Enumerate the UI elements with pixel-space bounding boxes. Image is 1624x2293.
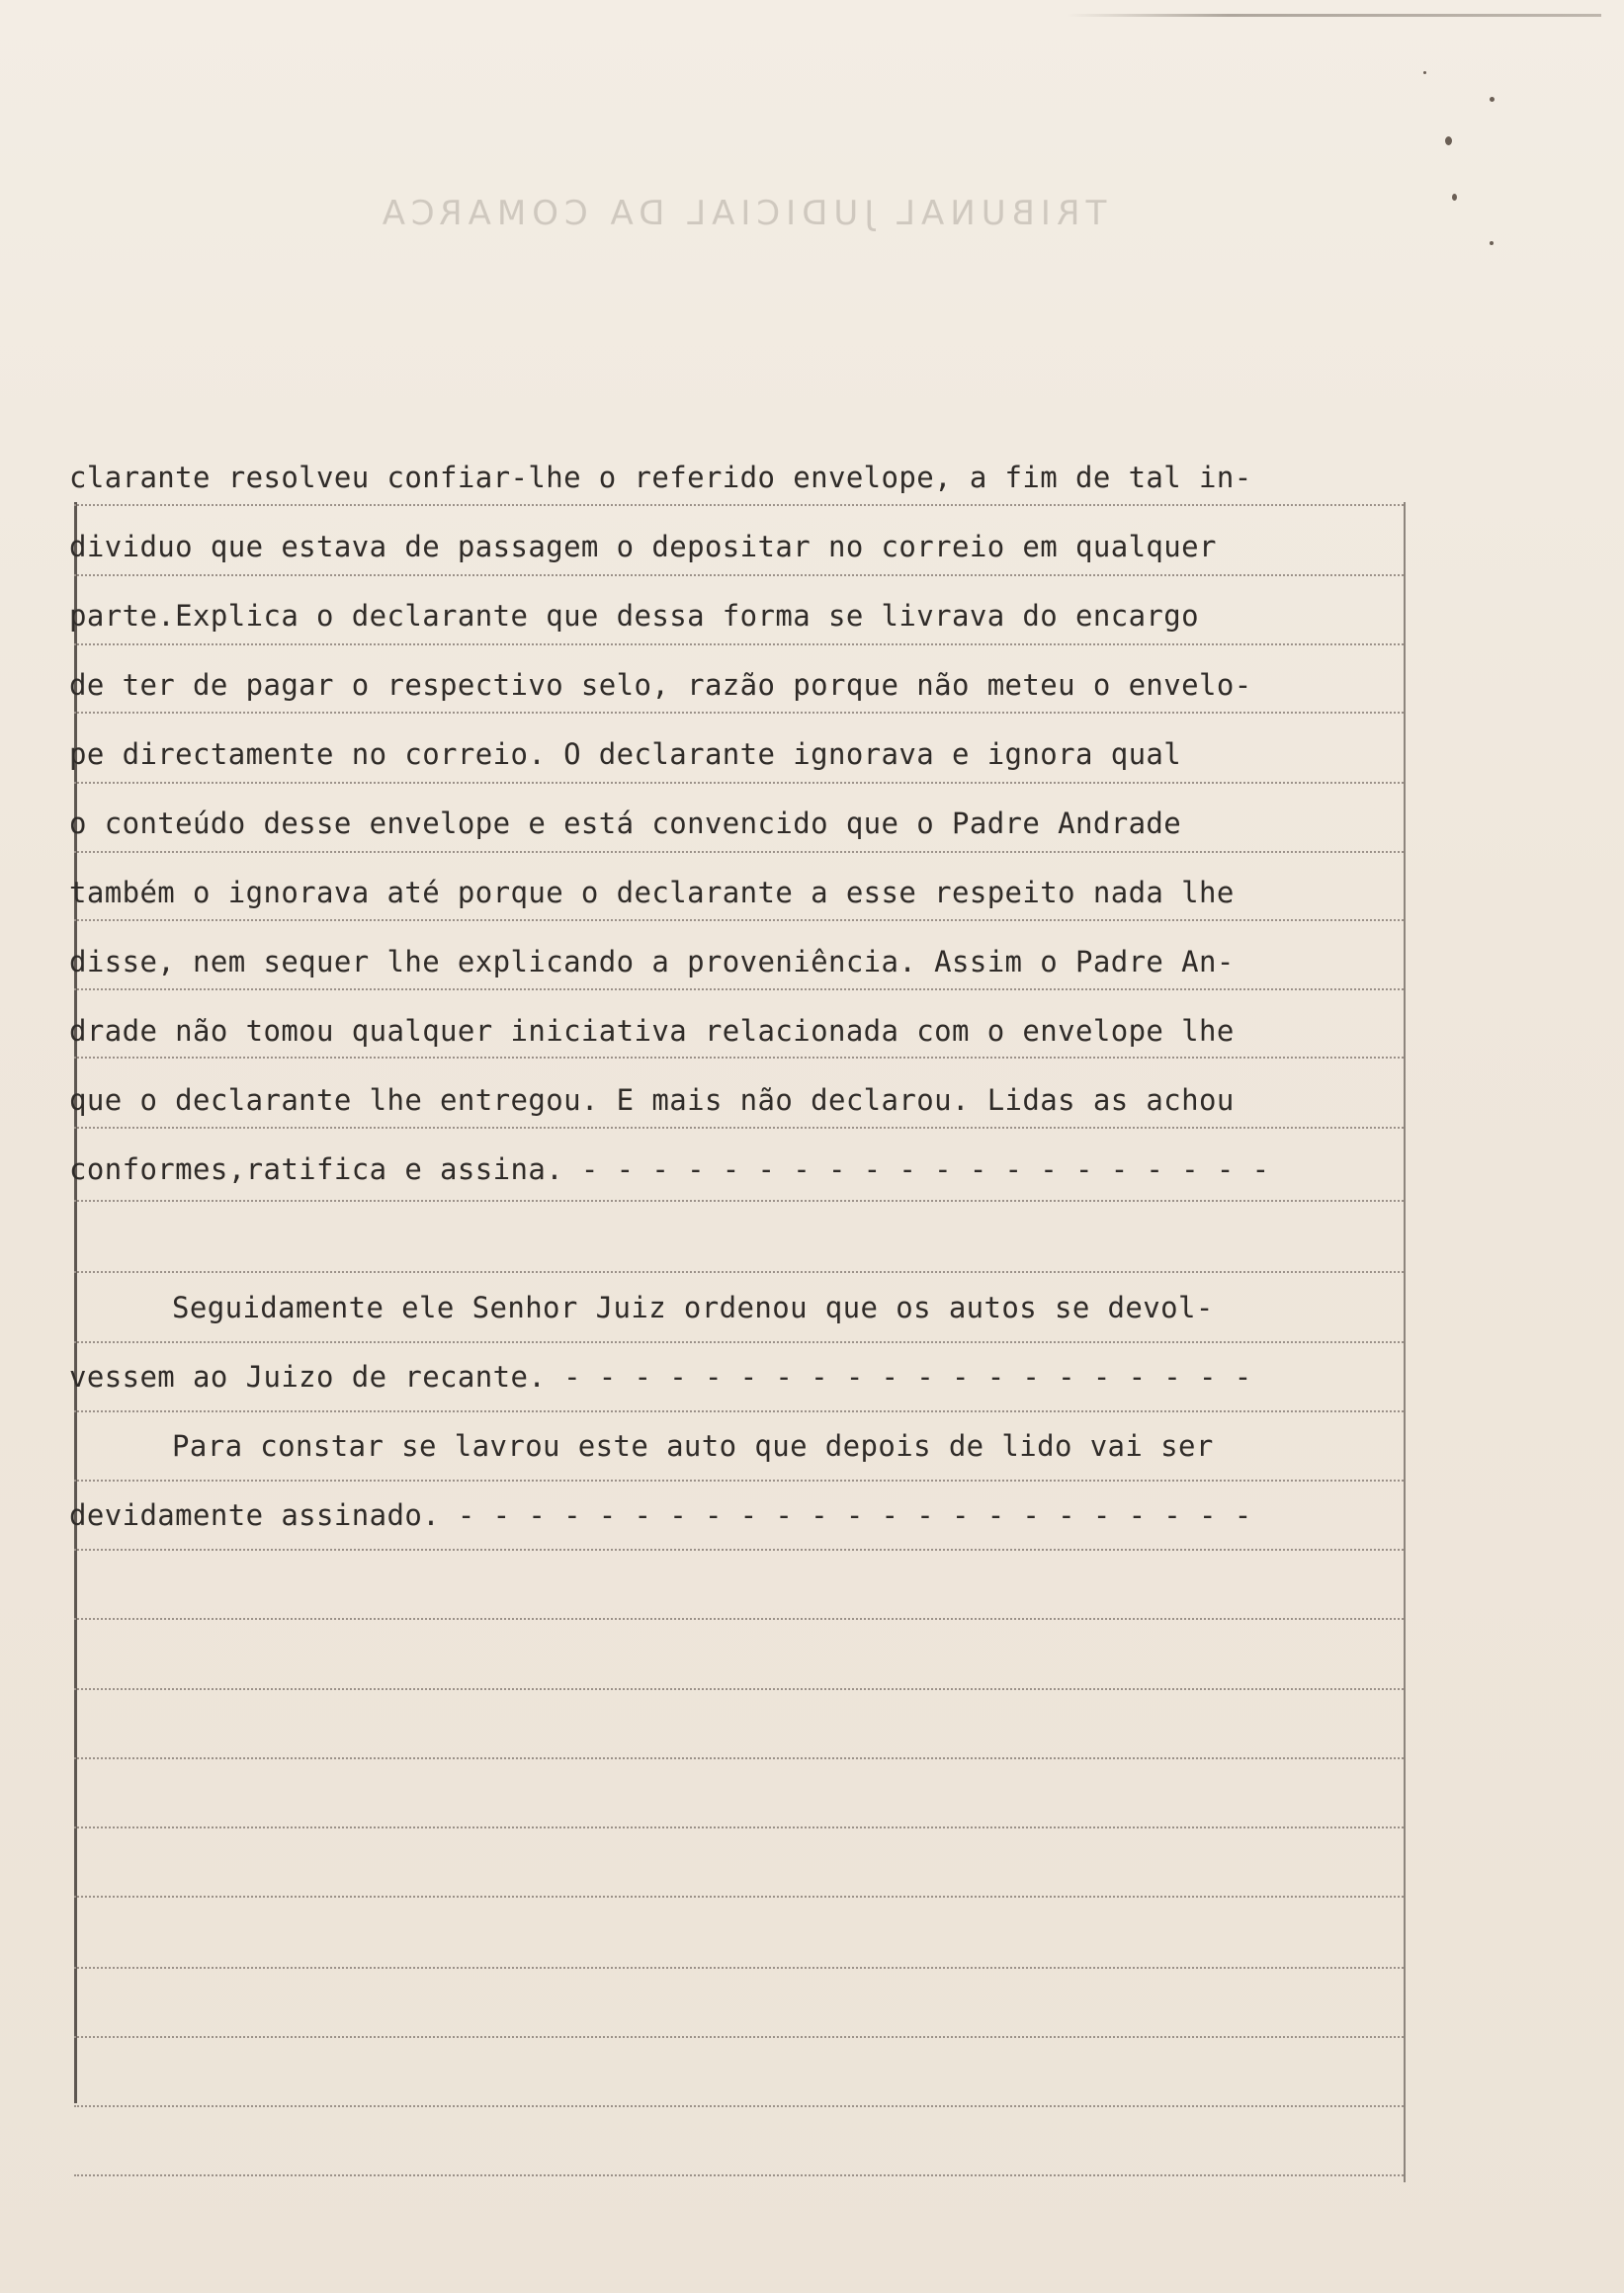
ruled-line [74, 504, 1404, 506]
text-line: disse, nem sequer lhe explicando a proveniência. Assim o Padre An- [69, 945, 1235, 978]
faint-stamp: TRIBUNAL JUDICIAL DA COMARCA [376, 194, 1107, 233]
text-line: parte.Explica o declarante que dessa forma se livrava do encargo [69, 599, 1200, 633]
ruled-line [74, 1341, 1404, 1343]
ruled-line [74, 712, 1404, 714]
text-line: clarante resolveu confiar-lhe o referido envelope, a fim de tal in- [69, 461, 1252, 494]
ruled-line [74, 1480, 1404, 1482]
text-line: que o declarante lhe entregou. E mais não declarou. Lidas as achou [69, 1083, 1235, 1117]
text-line: conformes,ratifica e assina. - - - - - - - - - - - - - - - - - - - - [69, 1152, 1270, 1186]
ruled-line [74, 1057, 1404, 1059]
ruled-line [74, 1967, 1404, 1969]
text-line: Seguidamente ele Senhor Juiz ordenou que os autos se devol- [172, 1291, 1214, 1324]
text-line: também o ignorava até porque o declarante a esse respeito nada lhe [69, 876, 1235, 909]
text-line: dividuo que estava de passagem o depositar no correio em qualquer [69, 530, 1217, 563]
ink-speck [1490, 97, 1495, 102]
ruled-line [74, 1757, 1404, 1759]
ruled-line [74, 1127, 1404, 1129]
text-line: drade não tomou qualquer iniciativa relacionada com o envelope lhe [69, 1014, 1235, 1048]
ruled-line [74, 1618, 1404, 1620]
ruled-line [74, 851, 1404, 853]
ruled-line [74, 919, 1404, 921]
ruled-line [74, 2105, 1404, 2107]
ruled-line [74, 1200, 1404, 1202]
text-line: vessem ao Juizo de recante. - - - - - - - - - - - - - - - - - - - - [69, 1360, 1252, 1394]
ink-speck [1445, 136, 1452, 145]
text-line: pe directamente no correio. O declarante ignorava e ignora qual [69, 737, 1182, 771]
ink-speck [1490, 241, 1494, 245]
ruled-line [74, 643, 1404, 645]
paper-edge [1068, 14, 1601, 17]
ruled-line [74, 574, 1404, 576]
ruled-line [74, 1826, 1404, 1828]
ruled-line [74, 1410, 1404, 1412]
ink-speck [1423, 71, 1426, 74]
ink-speck [1452, 194, 1457, 201]
ruled-line [74, 1688, 1404, 1690]
text-line: de ter de pagar o respectivo selo, razão porque não meteu o envelo- [69, 668, 1252, 702]
ruled-line [74, 2036, 1404, 2038]
ruled-line [74, 2174, 1404, 2176]
ruled-line [74, 1271, 1404, 1273]
text-line: Para constar se lavrou este auto que depois de lido vai ser [172, 1429, 1214, 1463]
text-line: devidamente assinado. - - - - - - - - - - - - - - - - - - - - - - - [69, 1498, 1252, 1532]
right-margin-line [1404, 502, 1406, 2182]
ruled-line [74, 1896, 1404, 1898]
ruled-line [74, 782, 1404, 784]
ruled-line [74, 1549, 1404, 1551]
text-line: o conteúdo desse envelope e está convencido que o Padre Andrade [69, 807, 1182, 840]
ruled-line [74, 988, 1404, 990]
